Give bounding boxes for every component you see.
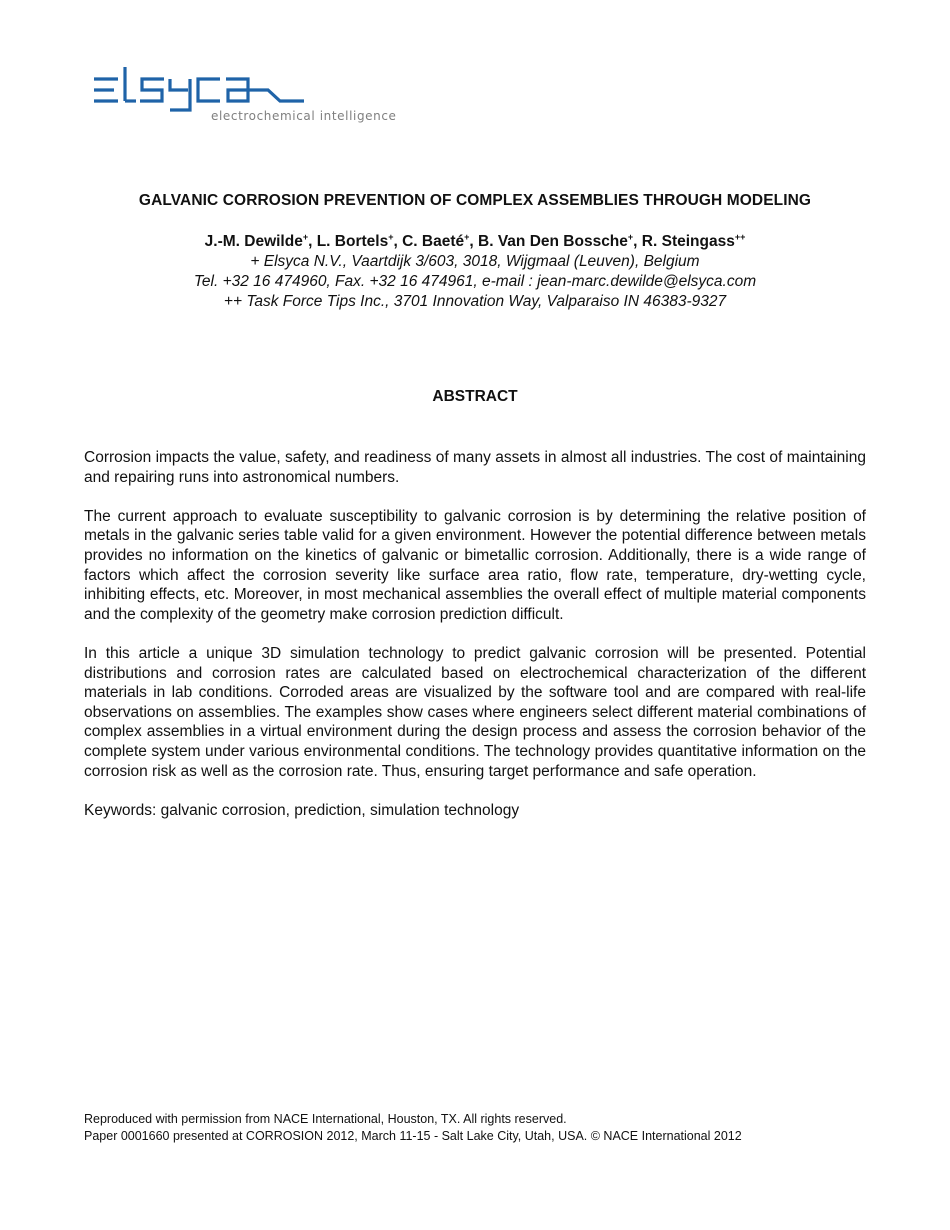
author-name: R. Steingass (641, 233, 735, 250)
author-separator: , (633, 233, 642, 250)
abstract-heading: ABSTRACT (432, 388, 518, 405)
contact-line: Tel. +32 16 474960, Fax. +32 16 474961, e-mail : jean-marc.dewilde@elsyca.com (193, 273, 757, 290)
affiliation-line: ++ Task Force Tips Inc., 3701 Innovation Way, Valparaiso IN 46383-9327 (223, 293, 727, 310)
footer-paper-line: Paper 0001660 presented at CORROSION 2012, March 11-15 - Salt Lake City, Utah, USA. © NACE International 2012 (84, 1129, 742, 1143)
author-separator: , (393, 233, 403, 250)
author-name: C. Baeté (402, 233, 465, 250)
affiliation-mark: + (627, 232, 634, 242)
affiliation-mark: + (302, 232, 309, 242)
author-list (0, 232, 950, 252)
affiliation-mark: + (464, 232, 470, 242)
logo-tagline: electrochemical intelligence (211, 109, 397, 123)
author-name: B. Van Den Bossche (478, 233, 628, 250)
author-separator: , (308, 233, 317, 250)
keywords: Keywords: galvanic corrosion, prediction, simulation technology (84, 801, 520, 819)
footer-permission-line: Reproduced with permission from NACE International, Houston, TX. All rights reserved. (84, 1112, 567, 1126)
author-name: L. Bortels (316, 233, 389, 250)
affiliation-mark: ++ (734, 232, 746, 242)
abstract-paragraph: In this article a unique 3D simulation technology to predict galvanic corrosion will be presented. Potential distributions and corrosion rates are calculated based on electrochemical characterization of the different materials in lab conditions. Corroded areas are visualized by the software tool and are compared with real-life observations on assemblies. The examples show cases where engineers select different material combinations of complex assemblies in a virtual environment during the design process and assess the corrosion behavior of the complete system under various environmental conditions. The technology provides quantitative information on the corrosion risk as well as the corrosion rate. Thus, ensuring target performance and safe operation. (84, 644, 866, 780)
abstract-body (84, 448, 866, 840)
elsyca-wordmark-icon (92, 62, 307, 112)
paper-title: GALVANIC CORROSION PREVENTION OF COMPLEX ASSEMBLIES THROUGH MODELING (138, 192, 812, 209)
abstract-paragraph: The current approach to evaluate susceptibility to galvanic corrosion is by determining the relative position of metals in the galvanic series table valid for a given environment. However the potential difference between metals provides no information on the kinetics of galvanic or bimetallic corrosion. Additionally, there is a wide range of factors which affect the corrosion severity like surface area ratio, flow rate, temperature, dry-wetting cycle, inhibiting effects, etc. Moreover, in most mechanical assemblies the overall effect of multiple material components and the complexity of the geometry make corrosion prediction difficult. (84, 507, 866, 623)
author-separator: , (469, 233, 479, 250)
affiliation-mark: + (388, 232, 394, 242)
copyright-footer (84, 1111, 742, 1145)
abstract-paragraph: Corrosion impacts the value, safety, and readiness of many assets in almost all industries. The cost of maintaining and repairing runs into astronomical numbers. (84, 449, 866, 486)
author-block (0, 232, 950, 312)
elsyca-logo (92, 62, 412, 132)
author-name: J.-M. Dewilde (204, 233, 303, 250)
affiliation-line: + Elsyca N.V., Vaartdijk 3/603, 3018, Wijgmaal (Leuven), Belgium (250, 253, 700, 270)
